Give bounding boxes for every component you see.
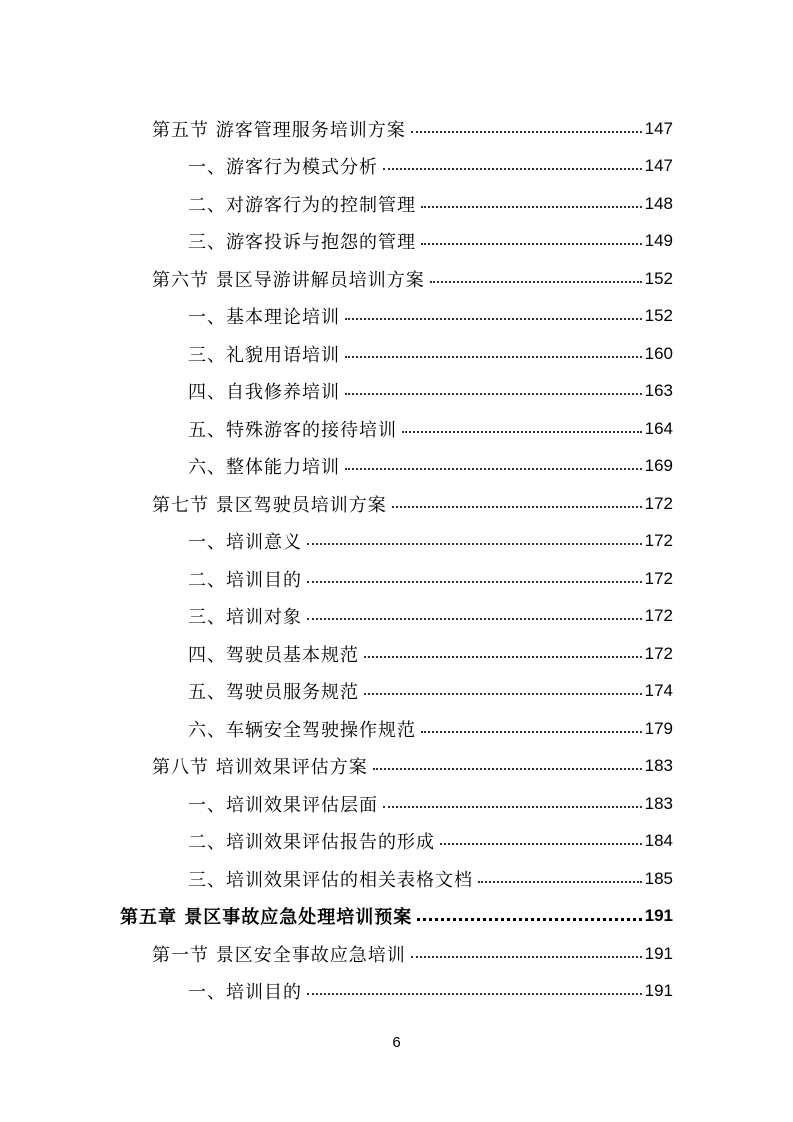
toc-entry-subsection[interactable]: [0, 710, 673, 748]
toc-entry-page: 152: [644, 268, 673, 288]
toc-entry-title: 五、驾驶员服务规范: [188, 682, 359, 704]
dot-leader: [383, 168, 642, 170]
toc-entry-title: 一、培训意义: [188, 532, 302, 554]
toc-entry-subsection[interactable]: [0, 373, 673, 411]
toc-entry-subsection[interactable]: [0, 185, 673, 223]
dot-leader: [345, 468, 642, 470]
dot-leader: [411, 131, 642, 133]
toc-entry-title: 三、礼貌用语培训: [188, 344, 340, 366]
dot-leader: [402, 431, 642, 433]
toc-entry-page: 172: [644, 493, 673, 513]
toc-entry-title: 五、特殊游客的接待培训: [188, 419, 397, 441]
toc-entry-title: 三、培训对象: [188, 607, 302, 629]
dot-leader: [307, 543, 642, 545]
toc-entry-title: 第一节 景区安全事故应急培训: [152, 944, 406, 966]
dot-leader: [364, 656, 642, 658]
toc-entry-page: 147: [644, 156, 673, 176]
toc-entry-subsection[interactable]: [0, 973, 673, 1011]
toc-entry-title: 二、培训效果评估报告的形成: [188, 832, 435, 854]
page-number: 6: [392, 1034, 401, 1051]
toc-entry-page: 172: [644, 606, 673, 626]
toc-entry-title: 一、培训目的: [188, 982, 302, 1004]
toc-entry-title: 一、培训效果评估层面: [188, 794, 378, 816]
toc-entry-subsection[interactable]: [0, 523, 673, 561]
toc-entry-title: 一、基本理论培训: [188, 307, 340, 329]
dot-leader: [373, 768, 642, 770]
toc-entry-page: 160: [644, 343, 673, 363]
toc-entry-subsection[interactable]: [0, 298, 673, 336]
toc-entry-subsection[interactable]: [0, 560, 673, 598]
toc-entry-section[interactable]: [0, 485, 673, 523]
toc-entry-page: 172: [644, 531, 673, 551]
dot-leader: [383, 806, 642, 808]
dot-leader: [307, 993, 642, 995]
toc-entry-title: 一、游客行为模式分析: [188, 157, 378, 179]
toc-entry-section[interactable]: [0, 260, 673, 298]
toc-entry-title: 第八节 培训效果评估方案: [152, 757, 368, 779]
toc-entry-chapter[interactable]: [0, 898, 673, 936]
dot-leader: [345, 356, 642, 358]
toc-entry-page: 164: [644, 418, 673, 438]
toc-entry-page: 149: [644, 231, 673, 251]
toc-entry-title: 第七节 景区驾驶员培训方案: [152, 494, 387, 516]
toc-entry-title: 第六节 景区导游讲解员培训方案: [152, 269, 425, 291]
toc-entry-page: 191: [644, 906, 673, 926]
toc-entry-title: 六、整体能力培训: [188, 457, 340, 479]
dot-leader: [364, 693, 642, 695]
toc-entry-title: 第五节 游客管理服务培训方案: [152, 119, 406, 141]
dot-leader: [440, 843, 642, 845]
dot-leader: [411, 956, 642, 958]
toc-entry-title: 六、车辆安全驾驶操作规范: [188, 719, 416, 741]
toc-entry-title: 三、培训效果评估的相关表格文档: [188, 869, 473, 891]
toc-entry-page: 169: [644, 456, 673, 476]
table-of-contents: [0, 110, 793, 1010]
toc-entry-subsection[interactable]: [0, 785, 673, 823]
dot-leader: [345, 318, 642, 320]
dot-leader: [345, 393, 642, 395]
dot-leader: [478, 881, 642, 883]
toc-entry-page: 184: [644, 831, 673, 851]
toc-entry-subsection[interactable]: [0, 673, 673, 711]
toc-entry-subsection[interactable]: [0, 148, 673, 186]
toc-entry-page: 174: [644, 681, 673, 701]
toc-entry-section[interactable]: [0, 110, 673, 148]
dot-leader: [417, 918, 641, 921]
toc-entry-page: 172: [644, 643, 673, 663]
toc-entry-page: 152: [644, 306, 673, 326]
toc-entry-title: 三、游客投诉与抱怨的管理: [188, 232, 416, 254]
toc-entry-section[interactable]: [0, 748, 673, 786]
toc-entry-page: 179: [644, 718, 673, 738]
dot-leader: [421, 243, 642, 245]
toc-entry-subsection[interactable]: [0, 335, 673, 373]
dot-leader: [307, 581, 642, 583]
toc-entry-title: 四、自我修养培训: [188, 382, 340, 404]
dot-leader: [430, 281, 642, 283]
toc-entry-page: 183: [644, 756, 673, 776]
toc-entry-subsection[interactable]: [0, 410, 673, 448]
toc-entry-page: 147: [644, 118, 673, 138]
toc-entry-subsection[interactable]: [0, 598, 673, 636]
toc-entry-title: 二、培训目的: [188, 569, 302, 591]
toc-entry-page: 185: [644, 868, 673, 888]
toc-entry-subsection[interactable]: [0, 635, 673, 673]
dot-leader: [307, 618, 642, 620]
toc-entry-page: 172: [644, 568, 673, 588]
dot-leader: [421, 206, 642, 208]
toc-entry-page: 191: [644, 981, 673, 1001]
toc-entry-title: 第五章 景区事故应急处理培训预案: [120, 907, 413, 929]
toc-entry-subsection[interactable]: [0, 860, 673, 898]
toc-entry-title: 四、驾驶员基本规范: [188, 644, 359, 666]
dot-leader: [421, 731, 642, 733]
toc-entry-subsection[interactable]: [0, 448, 673, 486]
toc-entry-subsection[interactable]: [0, 823, 673, 861]
toc-entry-page: 183: [644, 793, 673, 813]
toc-entry-page: 191: [644, 943, 673, 963]
toc-entry-section[interactable]: [0, 935, 673, 973]
toc-entry-page: 163: [644, 381, 673, 401]
toc-entry-title: 二、对游客行为的控制管理: [188, 194, 416, 216]
toc-entry-subsection[interactable]: [0, 223, 673, 261]
toc-entry-page: 148: [644, 193, 673, 213]
dot-leader: [392, 506, 642, 508]
